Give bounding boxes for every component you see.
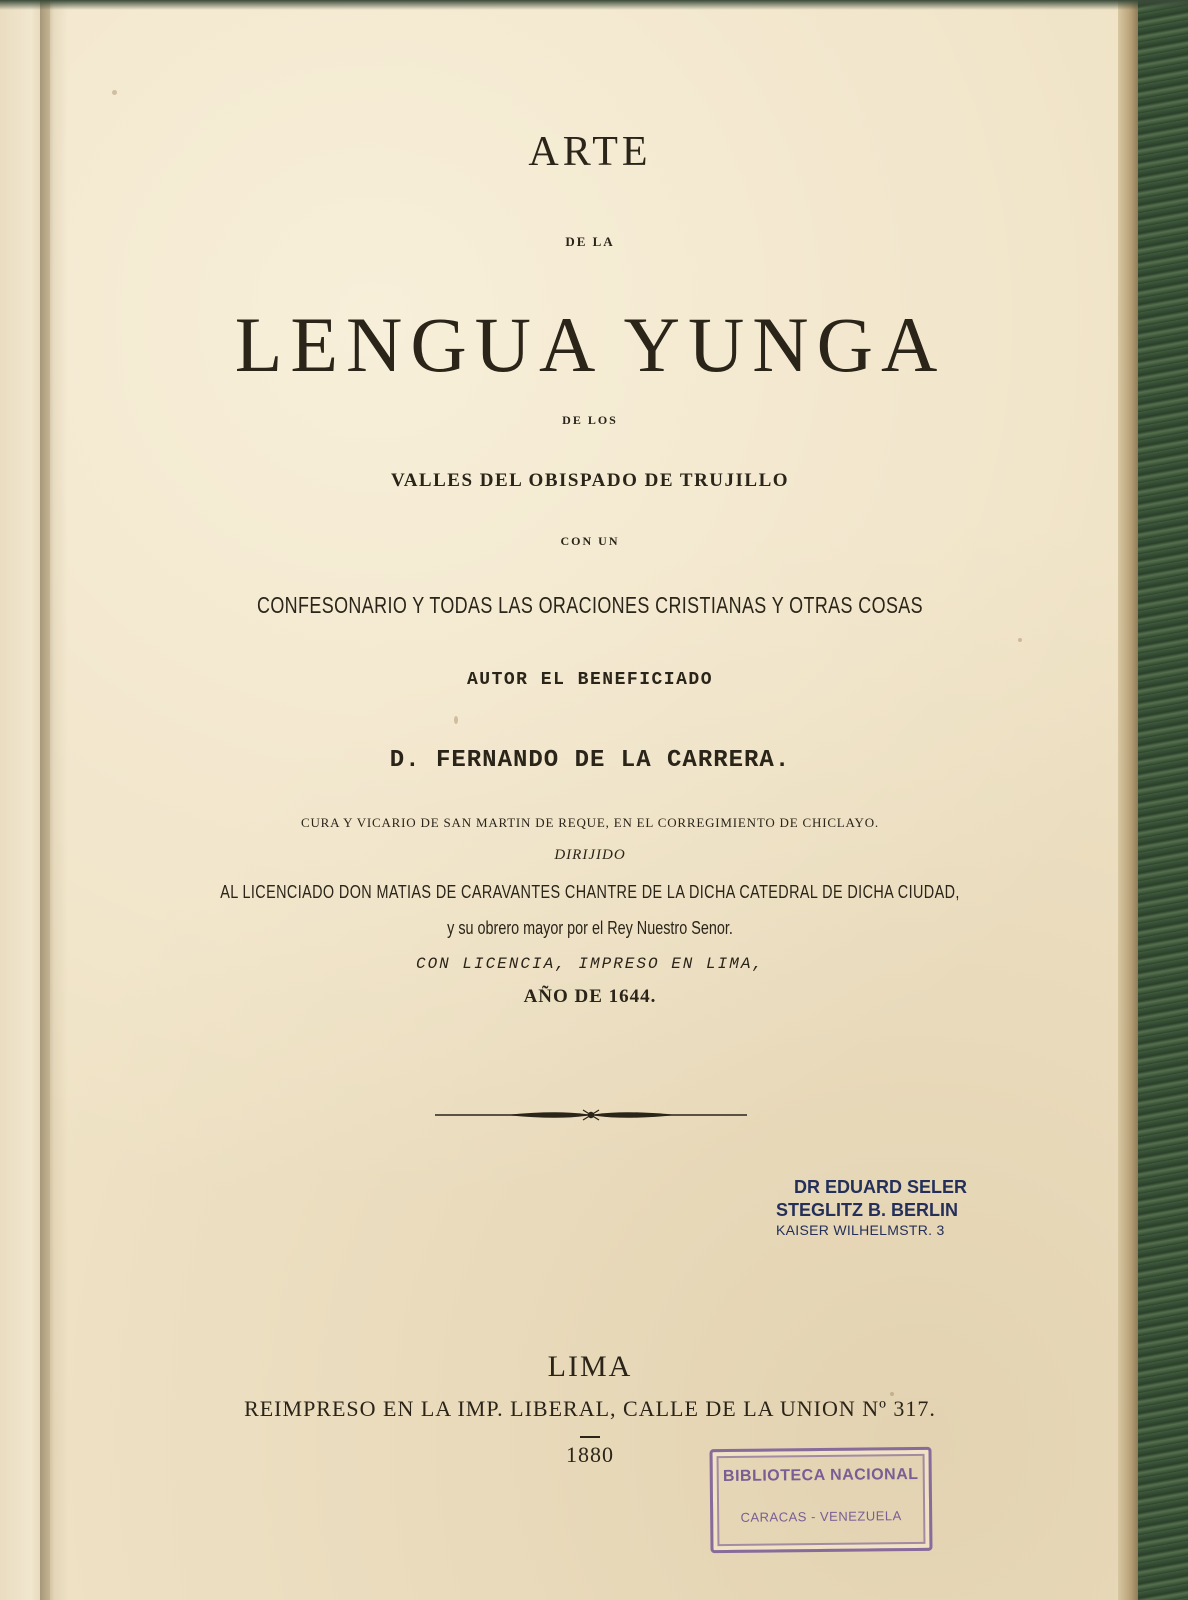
author-position: CURA Y VICARIO DE SAN MARTIN DE REQUE, EN EL CORREGIMIENTO DE CHICLAYO. xyxy=(301,815,879,830)
library-stamp xyxy=(709,1447,932,1553)
license-line: CON LICENCIA, IMPRESO EN LIMA, xyxy=(415,955,765,973)
subtitle-valles: VALLES DEL OBISPADO DE TRUJILLO xyxy=(390,470,790,491)
main-title: LENGUA YUNGA xyxy=(234,301,946,388)
imprint-printer: REIMPRESO EN LA IMP. LIBERAL, CALLE DE LA UNION Nº 317. xyxy=(244,1396,936,1421)
author-intro: AUTOR EL BENEFICIADO xyxy=(466,670,714,690)
author-name: D. FERNANDO DE LA CARRERA. xyxy=(389,747,791,774)
imprint-city: LIMA xyxy=(547,1350,633,1383)
dedication-recipient: AL LICENCIADO DON MATIAS DE CARAVANTES CHANTRE DE LA DICHA CATEDRAL DE DICHA CIUDAD, xyxy=(220,882,960,902)
subtitle-confesonario: CONFESONARIO Y TODAS LAS ORACIONES CRISTIANAS Y OTRAS COSAS xyxy=(256,592,924,618)
original-year: AÑO DE 1644. xyxy=(523,986,657,1007)
title-page-text xyxy=(50,0,1130,1600)
owner-stamp-name: DR EDUARD SELER xyxy=(794,1177,968,1197)
title-arte: ARTE xyxy=(528,129,652,175)
library-stamp-name: BIBLIOTECA NACIONAL xyxy=(722,1465,919,1486)
dedication-heading: DIRIJIDO xyxy=(554,847,626,863)
imprint-year: 1880 xyxy=(566,1442,614,1467)
imprint-divider xyxy=(580,1436,600,1438)
title-de-la: DE LA xyxy=(565,234,615,249)
dedication-recipient-role: y su obrero mayor por el Rey Nuestro Senor. xyxy=(447,918,733,938)
title-con-un: CON UN xyxy=(560,534,620,548)
owner-stamp-street: KAISER WILHELMSTR. 3 xyxy=(776,1222,945,1239)
owner-stamp xyxy=(776,1176,1016,1240)
owner-stamp-city: STEGLITZ B. BERLIN xyxy=(776,1200,958,1221)
library-stamp-location: CARACAS - VENEZUELA xyxy=(740,1508,902,1525)
ornamental-rule xyxy=(435,1108,747,1122)
book-cover-edge xyxy=(1138,0,1188,1600)
title-de-los: DE LOS xyxy=(562,413,618,427)
